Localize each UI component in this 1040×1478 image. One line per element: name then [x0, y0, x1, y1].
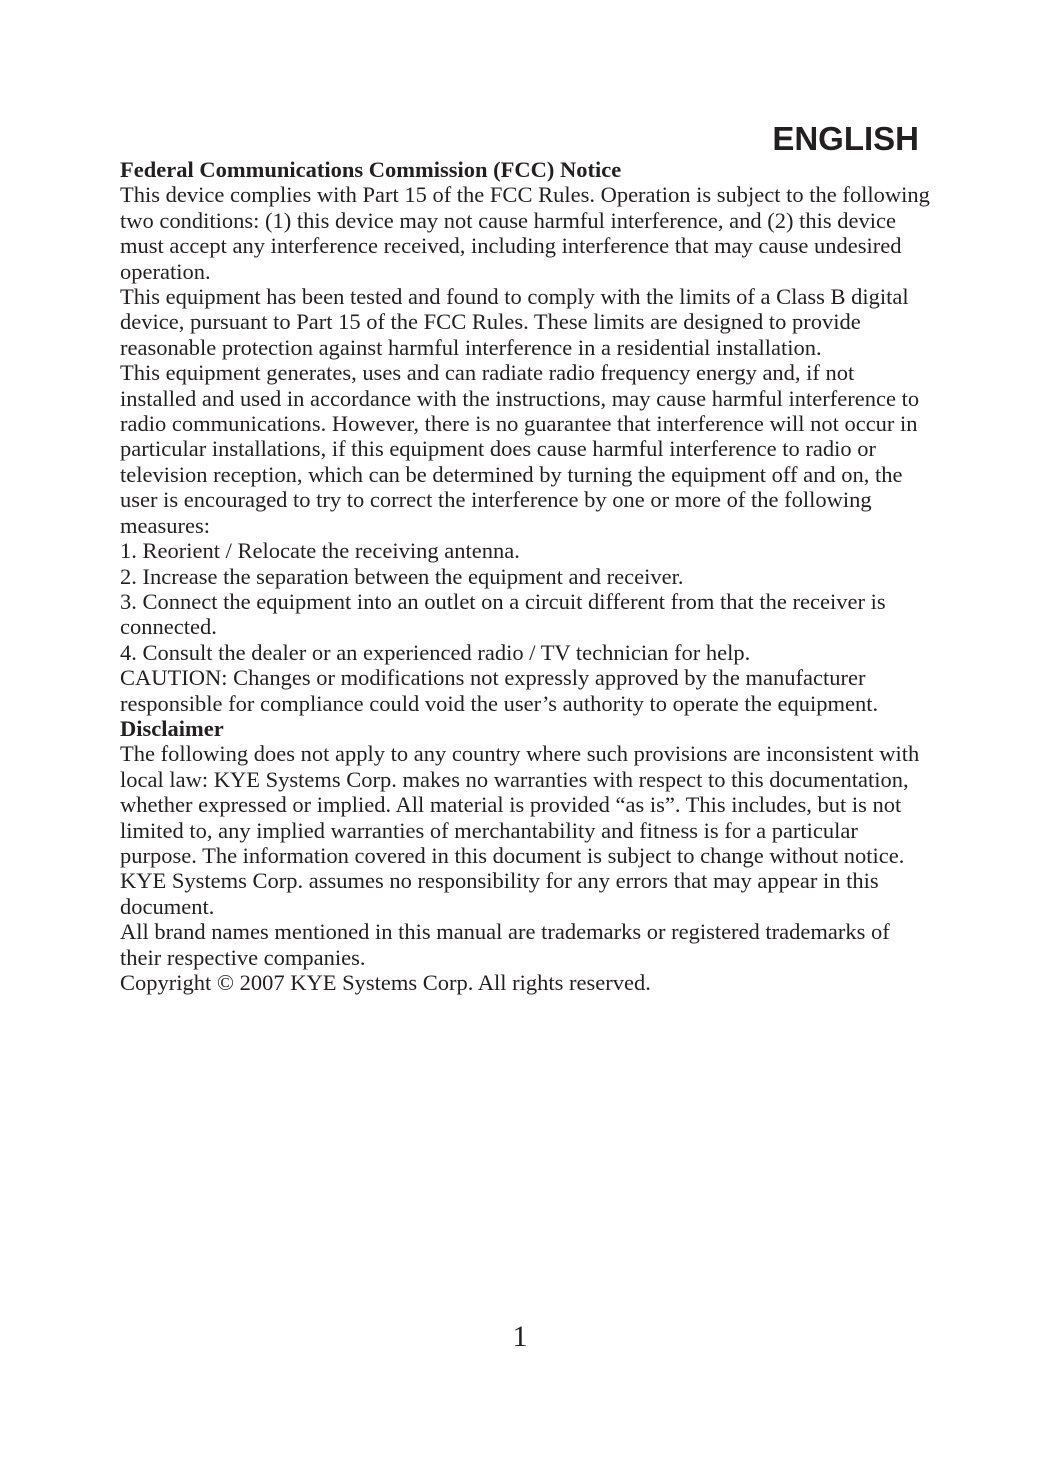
fcc-measure-4: 4. Consult the dealer or an experienced radio / TV technician for help. [120, 639, 751, 665]
fcc-measure-2: 2. Increase the separation between the equipment and receiver. [120, 563, 684, 589]
document-body [120, 157, 930, 995]
fcc-interference-paragraph: This equipment generates, uses and can radiate radio frequency energy and, if not installed and used in accordance with the instructions, may cause harmful interference to radio communications. However, there is no guarantee that interference will not occur in particular installations, if this equipment does cause harmful interference to radio or television reception, which can be determined by turning the equipment off and on, the user is encouraged to try to correct the interference by one or more of the following measures: [120, 360, 920, 538]
page-number: 1 [512, 1320, 528, 1353]
fcc-measure-3: 3. Connect the equipment into an outlet on a circuit different from that the receiver is connected. [120, 588, 886, 640]
copyright-line: Copyright © 2007 KYE Systems Corp. All rights reserved. [120, 970, 651, 995]
disclaimer-warranty-paragraph: The following does not apply to any country where such provisions are inconsistent with local law: KYE Systems Corp. makes no warranties with respect to this documentation, whether expressed or implied. All material is provided “as is”. This includes, but is not limited to, any implied warranties of merchantability and fitness is for a particular purpose. The information covered in this document is subject to change without notice. [120, 741, 920, 868]
fcc-compliance-paragraph: This device complies with Part 15 of the FCC Rules. Operation is subject to the following two conditions: (1) this device may not cause harmful interference, and (2) this device must accept any interference received, including interference that may cause undesired operation. [120, 182, 930, 284]
disclaimer-title: Disclaimer [120, 715, 224, 741]
fcc-measure-1: 1. Reorient / Relocate the receiving antenna. [120, 538, 520, 564]
disclaimer-errors-paragraph: KYE Systems Corp. assumes no responsibility for any errors that may appear in this document. [120, 868, 879, 919]
fcc-class-b-paragraph: This equipment has been tested and found to comply with the limits of a Class B digital device, pursuant to Part 15 of the FCC Rules. These limits are designed to provide reasonable protection against harmful interference in a residential installation. [120, 284, 909, 360]
disclaimer-trademarks-paragraph: All brand names mentioned in this manual are trademarks or registered trademarks of their respective companies. [120, 919, 890, 970]
fcc-notice-title: Federal Communications Commission (FCC) Notice [120, 157, 622, 182]
language-heading: ENGLISH [772, 120, 919, 157]
fcc-caution-paragraph: CAUTION: Changes or modifications not expressly approved by the manufacturer responsible for compliance could void the user’s authority to operate the equipment. [120, 665, 879, 716]
